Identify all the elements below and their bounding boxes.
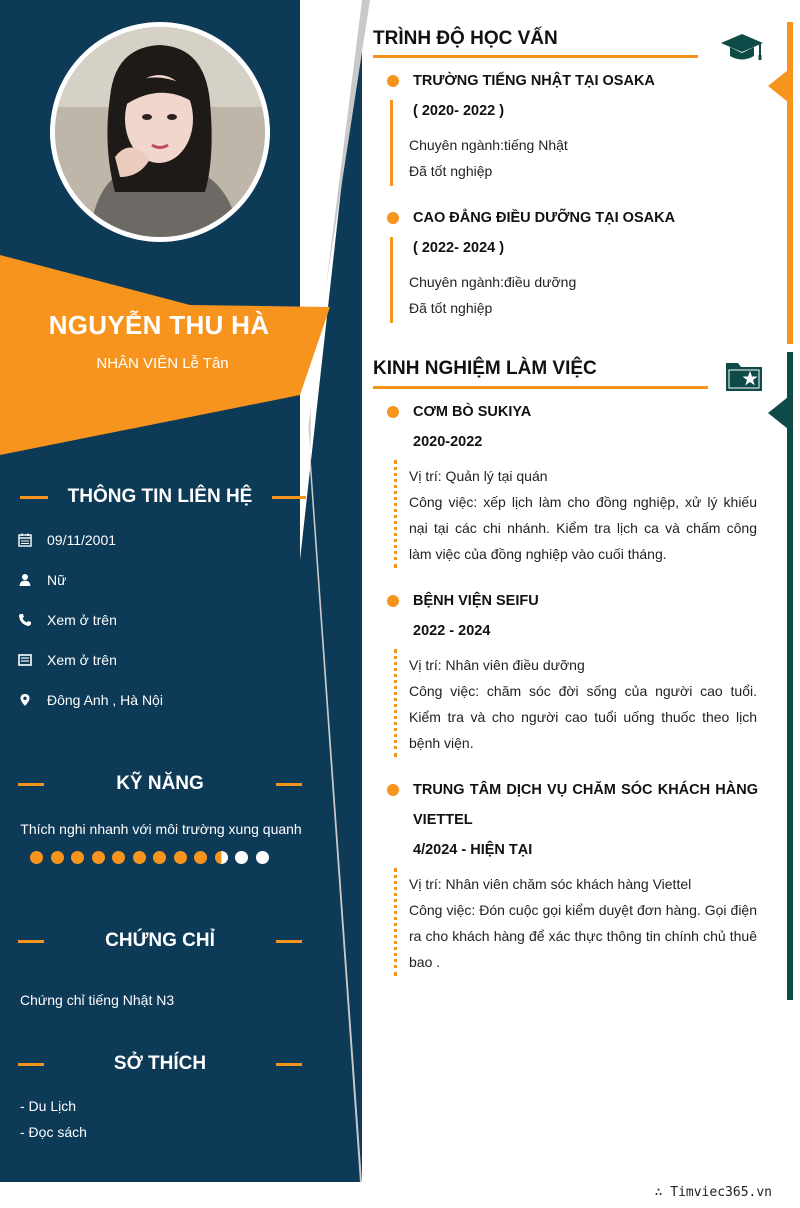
footer-brand — [655, 1185, 772, 1200]
experience-company-continued: VIETTEL — [413, 812, 473, 828]
timeline-dot — [387, 406, 399, 418]
education-underline — [373, 55, 698, 58]
full-name: NGUYỄN THU HÀ — [48, 310, 270, 340]
email-value: Xem ở trên — [47, 652, 117, 668]
timeline-line — [390, 100, 393, 186]
title-dash — [276, 783, 302, 786]
education-school: CAO ĐẲNG ĐIỀU DƯỠNG TẠI OSAKA — [413, 210, 676, 226]
education-school: TRƯỜNG TIẾNG NHẬT TẠI OSAKA — [413, 73, 655, 89]
experience-position: Vị trí: Nhân viên chăm sóc khách hàng Viettel — [409, 876, 692, 892]
certificates-title-text: CHỨNG CHỈ — [105, 930, 215, 951]
skill-dot — [174, 851, 187, 864]
experience-position: Vị trí: Quản lý tại quán — [409, 468, 548, 484]
edge-notch-experience — [768, 393, 793, 433]
gender-value: Nữ — [47, 572, 67, 588]
timeline-dotted-line — [394, 649, 397, 757]
skill-dot — [256, 851, 269, 864]
edge-notch-education — [768, 66, 793, 106]
certificate-item: Chứng chỉ tiếng Nhật N3 — [20, 992, 175, 1008]
hobby-item: - Đọc sách — [20, 1124, 87, 1140]
contact-phone — [18, 609, 117, 631]
skill-dot — [30, 851, 43, 864]
certificates-section-title — [18, 926, 302, 956]
education-status: Đã tốt nghiệp — [409, 300, 493, 316]
timeline-dot — [387, 595, 399, 607]
education-major: Chuyên ngành:tiếng Nhật — [409, 137, 568, 153]
job-title: NHÂN VIÊN Lễ Tân — [96, 355, 229, 372]
skill-dot — [235, 851, 248, 864]
title-dash — [276, 1063, 302, 1066]
address-value: Đông Anh , Hà Nội — [47, 692, 163, 708]
experience-company: CƠM BÒ SUKIYA — [413, 404, 532, 420]
experience-company: TRUNG TÂM DỊCH VỤ CHĂM SÓC KHÁCH HÀNG — [413, 782, 758, 798]
experience-underline — [373, 386, 708, 389]
experience-period: 4/2024 - HIỆN TẠI — [413, 842, 533, 858]
timeline-dotted-line — [394, 868, 397, 976]
hobby-item: - Du Lịch — [20, 1098, 77, 1114]
title-dash — [20, 496, 48, 499]
experience-description: Công việc: Đón cuộc gọi kiểm duyệt đơn hàng. Gọi điện ra cho khách hàng để xác thực thông tin chính chủ thuê bao . — [409, 902, 757, 970]
title-dash — [18, 940, 44, 943]
timeline-line — [390, 237, 393, 323]
sidebar-diagonal-edge — [300, 0, 370, 1182]
education-section-title: TRÌNH ĐỘ HỌC VẤN — [373, 28, 558, 49]
experience-period: 2022 - 2024 — [413, 623, 491, 639]
experience-position: Vị trí: Nhân viên điều dưỡng — [409, 657, 585, 673]
avatar — [55, 27, 265, 237]
phone-value: Xem ở trên — [47, 612, 117, 628]
timeline-dotted-line — [394, 460, 397, 568]
experience-section-title: KINH NGHIỆM LÀM VIỆC — [373, 358, 597, 379]
calendar-icon — [18, 532, 40, 548]
skill-dot — [133, 851, 146, 864]
title-dash — [276, 940, 302, 943]
skills-title-text: KỸ NĂNG — [116, 773, 204, 794]
location-icon — [18, 692, 40, 708]
skill-dot — [92, 851, 105, 864]
experience-period: 2020-2022 — [413, 434, 483, 450]
skills-section-title — [18, 769, 302, 799]
skill-label: Thích nghi nhanh với môi trường xung quanh — [20, 821, 302, 837]
skill-dot — [51, 851, 64, 864]
footer-brand-text: Timviec365.vn — [670, 1185, 772, 1200]
skill-dot — [194, 851, 207, 864]
edge-bar-experience — [787, 352, 793, 1000]
graduation-cap-icon — [720, 32, 764, 64]
phone-icon — [18, 612, 40, 628]
birthday-value: 09/11/2001 — [47, 532, 117, 548]
folder-star-icon — [724, 359, 764, 393]
skill-rating — [30, 851, 276, 864]
email-icon — [18, 652, 40, 668]
education-status: Đã tốt nghiệp — [409, 163, 493, 179]
skill-dot — [71, 851, 84, 864]
title-dash — [18, 783, 44, 786]
experience-description: Công việc: chăm sóc đời sống của người cao tuổi. Kiểm tra và cho người cao tuổi uống thuốc theo lịch bệnh viện. — [409, 683, 757, 751]
contact-address — [18, 689, 163, 711]
skill-dot — [112, 851, 125, 864]
education-period: ( 2022- 2024 ) — [413, 240, 505, 256]
timeline-dot — [387, 212, 399, 224]
hobbies-section-title — [18, 1049, 302, 1079]
timeline-dot — [387, 784, 399, 796]
education-major: Chuyên ngành:điều dưỡng — [409, 274, 577, 290]
timeline-dot — [387, 75, 399, 87]
contact-section-title — [18, 482, 302, 512]
skill-dot — [153, 851, 166, 864]
contact-email — [18, 649, 117, 671]
experience-company: BỆNH VIỆN SEIFU — [413, 593, 539, 609]
contact-title-text: THÔNG TIN LIÊN HỆ — [67, 486, 253, 507]
title-dash — [272, 496, 306, 499]
contact-birthday — [18, 529, 116, 551]
contact-gender — [18, 569, 66, 591]
title-dash — [18, 1063, 44, 1066]
person-icon — [18, 572, 40, 588]
skill-dot — [215, 851, 228, 864]
experience-description: Công việc: xếp lịch làm cho đồng nghiệp, xử lý khiếu nại tại các chi nhánh. Kiểm tra lịch ca và chấm công làm việc của đồng nghiệp vào cuối tháng. — [409, 494, 757, 562]
hobbies-title-text: SỞ THÍCH — [113, 1053, 207, 1074]
therefore-icon: ∴ — [654, 1185, 671, 1200]
education-period: ( 2020- 2022 ) — [413, 103, 505, 119]
